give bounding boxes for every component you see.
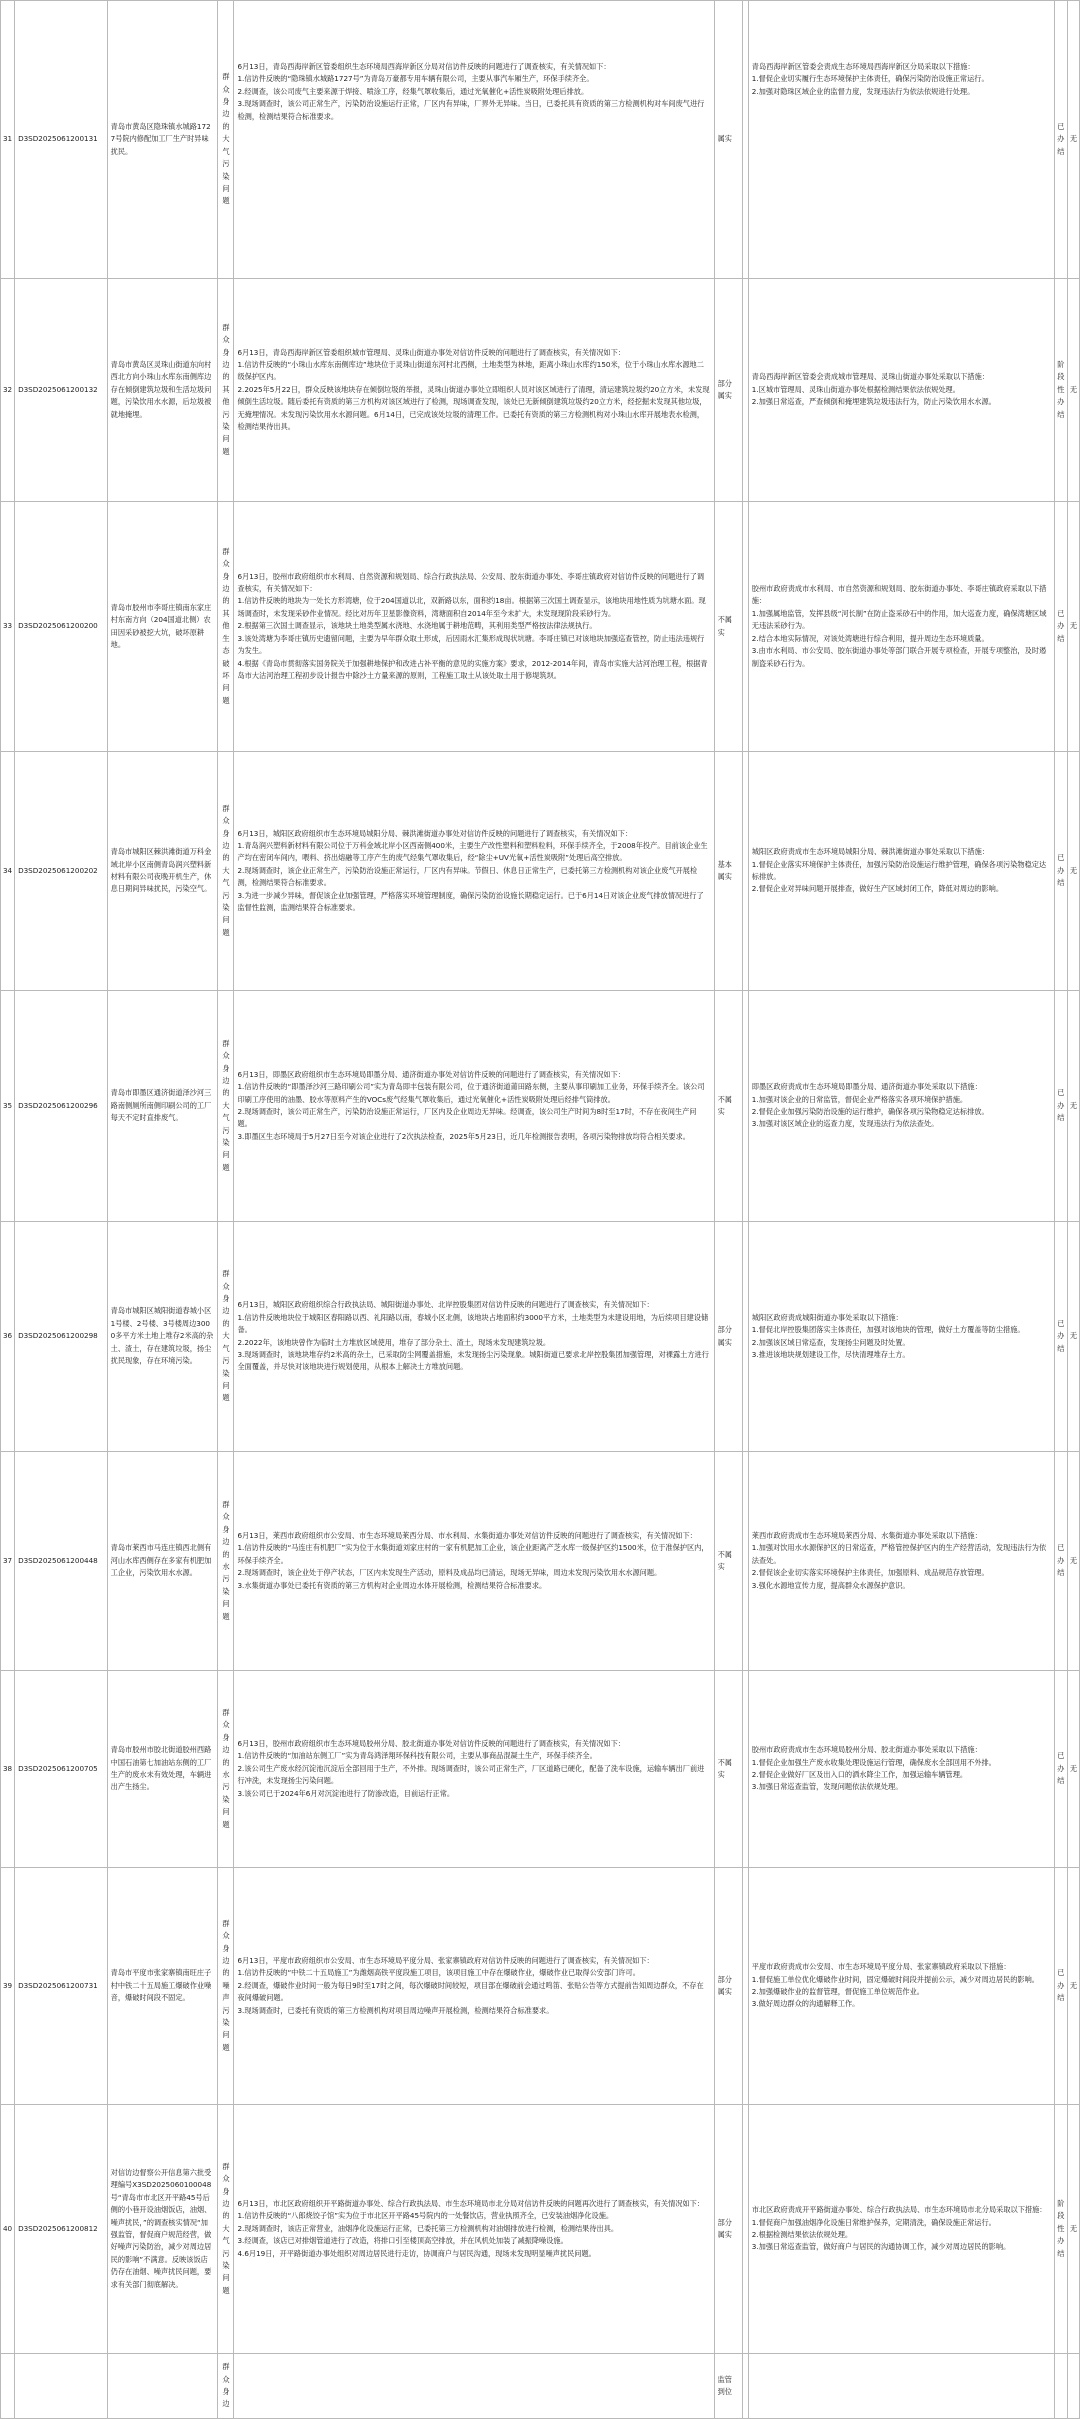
investigation-facts: 6月13日，青岛西海岸新区管委组织生态环境局西海岸新区分局对信访件反映的问题进行了调查核实，有关情况如下： 1.信访件反映的“隐珠镇水城路1727号”为青岛万豪都专用车辆有限公司，主要从事汽车厢生产，环保手续齐全。 2.经调查，该公司废气主要来源于焊接、喷涂工序，经集气罩收集后，通过光氧催化+活性炭吸附处理后排放。 3.现场调查时，该公司正常生产，污染防治设施运行正常，厂区内有异味，厂界外无异味。当日，已委托具有资质的第三方检测机构对车间废气进行检测，检测结果符合标准要求。 [234, 1, 714, 279]
complaint-content: 青岛市城阳区棘洪滩街道万科金域北岸小区南侧青岛润兴塑料新材料有限公司夜晚开机生产，休息日期间异味扰民，污染空气。 [107, 752, 218, 991]
investigation-facts: 6月13日，即墨区政府组织市生态环境局即墨分局、通济街道办事处对信访件反映的问题进行了调查核实，有关情况如下： 1.信访件反映的“即墨泽沙河三路印刷公司”实为青岛即丰包装有限公司，位于通济街道莆田路东侧，主要从事印刷加工业务，环保手续齐全。该公司印刷工序使用的油墨、胶水等原料产生的VOCs废气经集气罩收集后，通过光氧催化+活性炭吸附处理后经排气筒排放。 2.现场调查时，该公司正常生产，污染防治设施正常运行，厂区内及企业周边无异味。经调查，该公司生产时间为8时至17时，不存在夜间生产问题。 3.即墨区生态环境局于5月27日至今对该企业进行了2次执法检查，2025年5月23日，近几年检测报告表明，各项污染物排放均符合相关要求。 [234, 991, 714, 1222]
table-row [1, 1, 1080, 279]
handling-status: 已办结 [1054, 991, 1067, 1222]
investigation-facts: 6月13日，莱西市政府组织市公安局、市生态环境局莱西分局、市水利局、水集街道办事处对信访件反映的问题进行了调查核实，有关情况如下： 1.信访件反映的“马连庄有机肥厂”实为位于水集街道刘家庄村的一家有机肥加工企业，该企业距离产芝水库一级保护区约1500米，位于准保护区内，环保手续齐全。 2.现场调查时，该企业处于停产状态，厂区内未发现生产活动，原料及成品均已清运，现场无异味，周边未发现污染饮用水水源问题。 3.水集街道办事处已委托有资质的第三方机构对企业周边水体开展检测，检测结果符合标准要求。 [234, 1452, 714, 1671]
table-row [1, 2354, 1080, 2419]
complaint-code: D3SD2025061200812 [15, 2105, 108, 2354]
complaint-code: D3SD2025061200705 [15, 1671, 108, 1868]
complaint-content: 青岛市城阳区城阳街道春城小区1号楼、2号楼、3号楼周边3000多平方米土地上堆存2米高的杂土、渣土，存在建筑垃圾，扬尘扰民现象，存在环境污染。 [107, 1222, 218, 1452]
handling-status: 阶段性办结 [1054, 279, 1067, 502]
rectification-measures: 青岛西海岸新区管委会责成生态环境局西海岸新区分局采取以下措施： 1.督促企业切实履行生态环境保护主体责任，确保污染防治设施正常运行。 2.加强对隐珠区域企业的监督力度，发现违法行为依法依规进行处理。 [748, 1, 1054, 279]
investigation-facts: 6月13日，城阳区政府组织市生态环境局城阳分局、棘洪滩街道办事处对信访件反映的问题进行了调查核实，有关情况如下： 1.青岛润兴塑料新材料有限公司位于万科金域北岸小区西南侧400米，主要生产改性塑料和塑料粒料，环保手续齐全，于2008年投产。目前该企业生产均在密闭车间内，喂料、挤出熔融等工序产生的废气经集气罩收集后，经“除尘+UV光氧+活性炭吸附”处理后高空排放。 2.现场调查时，该企业正常生产，污染防治设施正常运行，厂区内有异味。节假日、休息日正常生产，已委托第三方检测机构对该企业废气开展检测，检测结果符合标准要求。 3.为进一步减少异味，督促该企业加强管理，严格落实环境管理制度，确保污染防治设施长期稳定运行。已于6月14日对该企业废气排放情况进行了监督性监测，监测结果符合标准要求。 [234, 752, 714, 991]
table-row [1, 1671, 1080, 1868]
verification-result: 不属实 [714, 1452, 742, 1671]
rectification-measures: 即墨区政府责成市生态环境局即墨分局、通济街道办事处采取以下措施： 1.加强对该企业的日常监管，督促企业严格落实各项环境保护措施。 2.督促企业加强污染防治设施的运行维护，确保各项污染物稳定达标排放。 3.加强对该区域企业的巡查力度，发现违法行为依法查处。 [748, 991, 1054, 1222]
verification-result: 部分属实 [714, 1868, 742, 2105]
row-index: 36 [1, 1222, 15, 1452]
table-row [1, 502, 1080, 752]
complaint-code: D3SD2025061200131 [15, 1, 108, 279]
handling-status: 已办结 [1054, 1452, 1067, 1671]
row-index: 34 [1, 752, 15, 991]
handling-status: 已办结 [1054, 1222, 1067, 1452]
handling-status: 阶段性办结 [1054, 2105, 1067, 2354]
verification-result: 监管到位 [714, 2354, 742, 2419]
investigation-facts [234, 2354, 714, 2419]
rectification-measures: 胶州市政府责成市生态环境局胶州分局、胶北街道办事处采取以下措施： 1.督促企业加强生产废水收集处理设施运行管理，确保废水全部回用不外排。 2.督促企业做好厂区及出入口的洒水降尘工作，加强运输车辆管理。 3.加强日常巡查监管，发现问题依法依规处理。 [748, 1671, 1054, 1868]
verification-result: 基本属实 [714, 752, 742, 991]
rectification-measures: 市北区政府责成开平路街道办事处、综合行政执法局、市生态环境局市北分局采取以下措施： 1.督促商户加强油烟净化设施日常维护保养，定期清洗，确保设施正常运行。 2.根据检测结果依法依规处理。 3.加强日常巡查监管，做好商户与居民的沟通协调工作，减少对周边居民的影响。 [748, 2105, 1054, 2354]
table-row [1, 1222, 1080, 1452]
remark: 无 [1067, 1, 1079, 279]
remark: 无 [1067, 1868, 1079, 2105]
handling-status: 已办结 [1054, 752, 1067, 991]
complaint-code: D3SD2025061200132 [15, 279, 108, 502]
table-row [1, 1868, 1080, 2105]
investigation-facts: 6月13日，城阳区政府组织综合行政执法局、城阳街道办事处、北岸控股集团对信访件反映的问题进行了调查核实，有关情况如下： 1.信访件反映地块位于城阳区春阳路以西、礼阳路以南，春城小区北侧，该地块占地面积约3000平方米，土地类型为未建设用地，为后续项目建设储备。 2.2022年，该地块曾作为临时土方堆放区域使用，堆存了部分杂土、渣土，现场未发现建筑垃圾。 3.现场调查时，该地块堆存约2米高的杂土，已采取防尘网覆盖措施，未发现扬尘污染现象。城阳街道已要求北岸控股集团加强管理，对裸露土方进行全面覆盖，并尽快对该地块进行规划使用，从根本上解决土方堆放问题。 [234, 1222, 714, 1452]
remark: 无 [1067, 991, 1079, 1222]
pollution-type: 群众身边的其他污染问题 [218, 279, 234, 502]
handling-status: 已办结 [1054, 1, 1067, 279]
complaint-content: 青岛市胶州市胶北街道胶州西路中国石油第七加油站东侧的工厂生产的废水未有效处理，车辆进出产生扬尘。 [107, 1671, 218, 1868]
investigation-facts: 6月13日，胶州市政府组织市水利局、自然资源和规划局、综合行政执法局、公安局、胶东街道办事处、李哥庄镇政府对信访件反映的问题进行了调查核实，有关情况如下： 1.信访件反映的地块为一处长方形湾塘，位于204国道以北，双新路以东，面积约18亩。根据第三次国土调查显示，该地块用地性质为坑塘水面。现场调查时，未发现采砂作业情况。经比对历年卫星影像资料，湾塘面积自2014年至今未扩大，未发现现阶段采砂行为。 2.根据第三次国土调查显示，该地块土地类型属水浇地、水浇地属于耕地范畴，其利用类型严格按法律法规执行。 3.该处湾塘为李哥庄镇历史遗留问题，主要为早年群众取土形成，后因雨水汇集形成现状坑塘。李哥庄镇已对该地块加强巡查管控，防止违法违规行为发生。 4.根据《青岛市贯彻落实国务院关于加强耕地保护和改进占补平衡的意见的实施方案》要求，2012-2014年间，青岛市实施大沽河治理工程，根据青岛市大沽河治理工程初步设计报告中除沙土方量来源的原则，工程施工取土从该处取土用于修堤筑坝。 [234, 502, 714, 752]
pollution-type: 群众身边的大气污染问题 [218, 2105, 234, 2354]
complaint-content: 青岛市黄岛区隐珠镇水城路1727号院内修配加工厂生产时异味扰民。 [107, 1, 218, 279]
row-index: 37 [1, 1452, 15, 1671]
verification-result: 部分属实 [714, 2105, 742, 2354]
complaint-content: 青岛市黄岛区灵珠山街道东向村西北方向小珠山水库东南侧库边存在倾倒建筑垃圾和生活垃圾问题，污染饮用水水源，后垃圾被就地掩埋。 [107, 279, 218, 502]
remark: 无 [1067, 1671, 1079, 1868]
complaint-content: 青岛市莱西市马连庄镇西北侧有河山水库西侧存在多家有机肥加工企业，污染饮用水水源。 [107, 1452, 218, 1671]
pollution-type: 群众身边的大气污染问题 [218, 1222, 234, 1452]
handling-status: 已办结 [1054, 502, 1067, 752]
row-index: 32 [1, 279, 15, 502]
complaint-code: D3SD2025061200202 [15, 752, 108, 991]
row-index: 35 [1, 991, 15, 1222]
pollution-type: 群众身边的水污染问题 [218, 1671, 234, 1868]
remark: 无 [1067, 279, 1079, 502]
table-row [1, 279, 1080, 502]
pollution-type: 群众身边的大气污染问题 [218, 752, 234, 991]
row-index: 31 [1, 1, 15, 279]
handling-status: 已办结 [1054, 1868, 1067, 2105]
pollution-type: 群众身边的水污染问题 [218, 1452, 234, 1671]
remark: 无 [1067, 1222, 1079, 1452]
remark: 无 [1067, 752, 1079, 991]
complaint-content [107, 2354, 218, 2419]
complaint-content: 青岛市即墨区通济街道泽沙河三路南侧厕所南侧印刷公司的工厂每天不定时直排废气。 [107, 991, 218, 1222]
verification-result: 部分属实 [714, 279, 742, 502]
complaint-content: 对信访边督察公开信息第六批受理编号X3SD2025060100048号“青岛市市北区开平路45号后侧的小巷开设油烟饭店，油烟、噪声扰民，”的调查核实情况“加强监管，督促商户规范经营，做好噪声污染防治，减少对周边居民的影响”不满意。反映该饭店仍存在油烟、噪声扰民问题，要求有关部门彻底解决。 [107, 2105, 218, 2354]
row-index: 40 [1, 2105, 15, 2354]
row-index: 33 [1, 502, 15, 752]
handling-status [1054, 2354, 1067, 2419]
pollution-type: 群众身边 [218, 2354, 234, 2419]
remark: 无 [1067, 502, 1079, 752]
rectification-measures: 城阳区政府责成城阳街道办事处采取以下措施： 1.督促北岸控股集团落实主体责任，加强对该地块的管理，做好土方覆盖等防尘措施。 2.加强该区域日常巡查，发现扬尘问题及时处置。 3.推进该地块规划建设工作，尽快清理堆存土方。 [748, 1222, 1054, 1452]
rectification-measures: 莱西市政府责成市生态环境局莱西分局、水集街道办事处采取以下措施： 1.加强对饮用水水源保护区的日常巡查，严格管控保护区内的生产经营活动，发现违法行为依法查处。 2.督促该企业切实落实环境保护主体责任，加强原料、成品规范存放管理。 3.强化水源地宣传力度，提高群众水源保护意识。 [748, 1452, 1054, 1671]
handling-status: 已办结 [1054, 1671, 1067, 1868]
verification-result: 属实 [714, 1, 742, 279]
verification-result: 不属实 [714, 991, 742, 1222]
complaint-code: D3SD2025061200448 [15, 1452, 108, 1671]
complaint-code: D3SD2025061200296 [15, 991, 108, 1222]
investigation-facts: 6月13日，青岛西海岸新区管委组织城市管理局、灵珠山街道办事处对信访件反映的问题进行了调查核实，有关情况如下： 1.信访件反映的“小珠山水库东南侧库边”地块位于灵珠山街道东河村北西侧，土地类型为林地，距离小珠山水库约150米，位于小珠山水库水源地二级保护区内。 2.2025年5月22日，群众反映该地块存在倾倒垃圾的举报，灵珠山街道办事处立即组织人员对该区域进行了清理，清运建筑垃圾约20立方米，未发现倾倒生活垃圾。随后委托有资质的第三方机构对该区域进行了检测，现场调查发现，该处已无新倾倒建筑垃圾约20立方米，经挖掘未发现其他垃圾，无掩埋情况。未发现污染饮用水水源问题。6月14日，已完成该处垃圾的清理工作。已委托有资质的第三方检测机构对小珠山水库开展地表水检测，检测结果待出具。 [234, 279, 714, 502]
table-row [1, 2105, 1080, 2354]
rectification-measures: 胶州市政府责成市水利局、市自然资源和规划局、胶东街道办事处、李哥庄镇政府采取以下措施： 1.加强属地监管，发挥县级“河长制”在防止盗采砂石中的作用，加大巡查力度，确保湾塘区域无违法采砂行为。 2.结合本地实际情况，对该处湾塘进行综合利用，提升周边生态环境质量。 3.由市水利局、市公安局、胶东街道办事处等部门联合开展专项检查，开展专项整治，及时遏制盗采砂石行为。 [748, 502, 1054, 752]
complaint-code: D3SD2025061200731 [15, 1868, 108, 2105]
complaint-code: D3SD2025061200298 [15, 1222, 108, 1452]
verification-result: 不属实 [714, 502, 742, 752]
remark: 无 [1067, 1452, 1079, 1671]
table-row [1, 991, 1080, 1222]
remark [1067, 2354, 1079, 2419]
investigation-facts: 6月13日，市北区政府组织开平路街道办事处、综合行政执法局、市生态环境局市北分局对信访件反映的问题再次进行了调查核实，有关情况如下： 1.信访件反映的“八郎烧饺子馆”实为位于市北区开平路45号院内的一处餐饮店，营业执照齐全，已安装油烟净化设施。 2.现场调查时，该店正常营业，油烟净化设施运行正常，已委托第三方检测机构对油烟排放进行检测，检测结果待出具。 3.经调查，该店已对排烟管道进行了改造，将排口引至楼顶高空排放，并在风机处加装了减振降噪设施。 4.6月19日，开平路街道办事处组织对周边居民进行走访，协调商户与居民沟通，现场未发现明显噪声扰民问题。 [234, 2105, 714, 2354]
row-index [1, 2354, 15, 2419]
rectification-measures [748, 2354, 1054, 2419]
row-index: 38 [1, 1671, 15, 1868]
complaint-content: 青岛市平度市张家寨镇南旺庄子村中铁二十五局施工爆破作业噪音，爆破时间段不固定。 [107, 1868, 218, 2105]
verification-result: 部分属实 [714, 1222, 742, 1452]
rectification-measures: 城阳区政府责成市生态环境局城阳分局、棘洪滩街道办事处采取以下措施： 1.督促企业落实环境保护主体责任，加强污染防治设施运行维护管理，确保各项污染物稳定达标排放。 2.督促企业对异味问题开展排查，做好生产区域封闭工作，降低对周边的影响。 [748, 752, 1054, 991]
rectification-measures: 平度市政府责成市公安局、市生态环境局平度分局、张家寨镇政府采取以下措施： 1.督促施工单位优化爆破作业时间，固定爆破时间段并提前公示，减少对周边居民的影响。 2.加强爆破作业的监督管理，督促施工单位规范作业。 3.做好周边群众的沟通解释工作。 [748, 1868, 1054, 2105]
table-row [1, 752, 1080, 991]
verification-result: 不属实 [714, 1671, 742, 1868]
row-index: 39 [1, 1868, 15, 2105]
pollution-type: 群众身边的大气污染问题 [218, 1, 234, 279]
investigation-facts: 6月13日，平度市政府组织市公安局、市生态环境局平度分局、张家寨镇政府对信访件反映的问题进行了调查核实，有关情况如下： 1.信访件反映的“中铁二十五局施工”为潍烟高铁平度段施工项目，该项目施工中存在爆破作业，爆破作业已取得公安部门许可。 2.经调查，爆破作业时间一般为每日9时至17时之间，每次爆破时间较短，项目部在爆破前会通过鸣笛、张贴公告等方式提前告知周边群众，不存在夜间爆破问题。 3.现场调查时，已委托有资质的第三方检测机构对项目周边噪声开展检测，检测结果符合标准要求。 [234, 1868, 714, 2105]
pollution-type: 群众身边的噪声污染问题 [218, 1868, 234, 2105]
pollution-type: 群众身边的大气污染问题 [218, 991, 234, 1222]
table-row [1, 1452, 1080, 1671]
pollution-type: 群众身边的其他生态破坏问题 [218, 502, 234, 752]
complaint-code: D3SD2025061200200 [15, 502, 108, 752]
complaint-content: 青岛市胶州市李哥庄镇南东家庄村东南方向（204国道北侧）农田因采砂被挖大坑，破坏原耕地。 [107, 502, 218, 752]
remark: 无 [1067, 2105, 1079, 2354]
investigation-facts: 6月13日，胶州市政府组织市生态环境局胶州分局、胶北街道办事处对信访件反映的问题进行了调查核实，有关情况如下： 1.信访件反映的“加油站东侧工厂”实为青岛鸿泽翔环保科技有限公司，主要从事商品混凝土生产，环保手续齐全。 2.该公司生产废水经沉淀池沉淀后全部回用于生产，不外排。现场调查时，该公司正常生产，厂区道路已硬化，配备了洗车设施，运输车辆出厂前进行冲洗，未发现扬尘污染问题。 3.该公司已于2024年6月对沉淀池进行了防渗改造，目前运行正常。 [234, 1671, 714, 1868]
rectification-measures: 青岛西海岸新区管委会责成城市管理局、灵珠山街道办事处采取以下措施： 1.区城市管理局、灵珠山街道办事处根据检测结果依法依规处理。 2.加强日常巡查，严查倾倒和掩埋建筑垃圾违法行为，防止污染饮用水水源。 [748, 279, 1054, 502]
complaint-code [15, 2354, 108, 2419]
